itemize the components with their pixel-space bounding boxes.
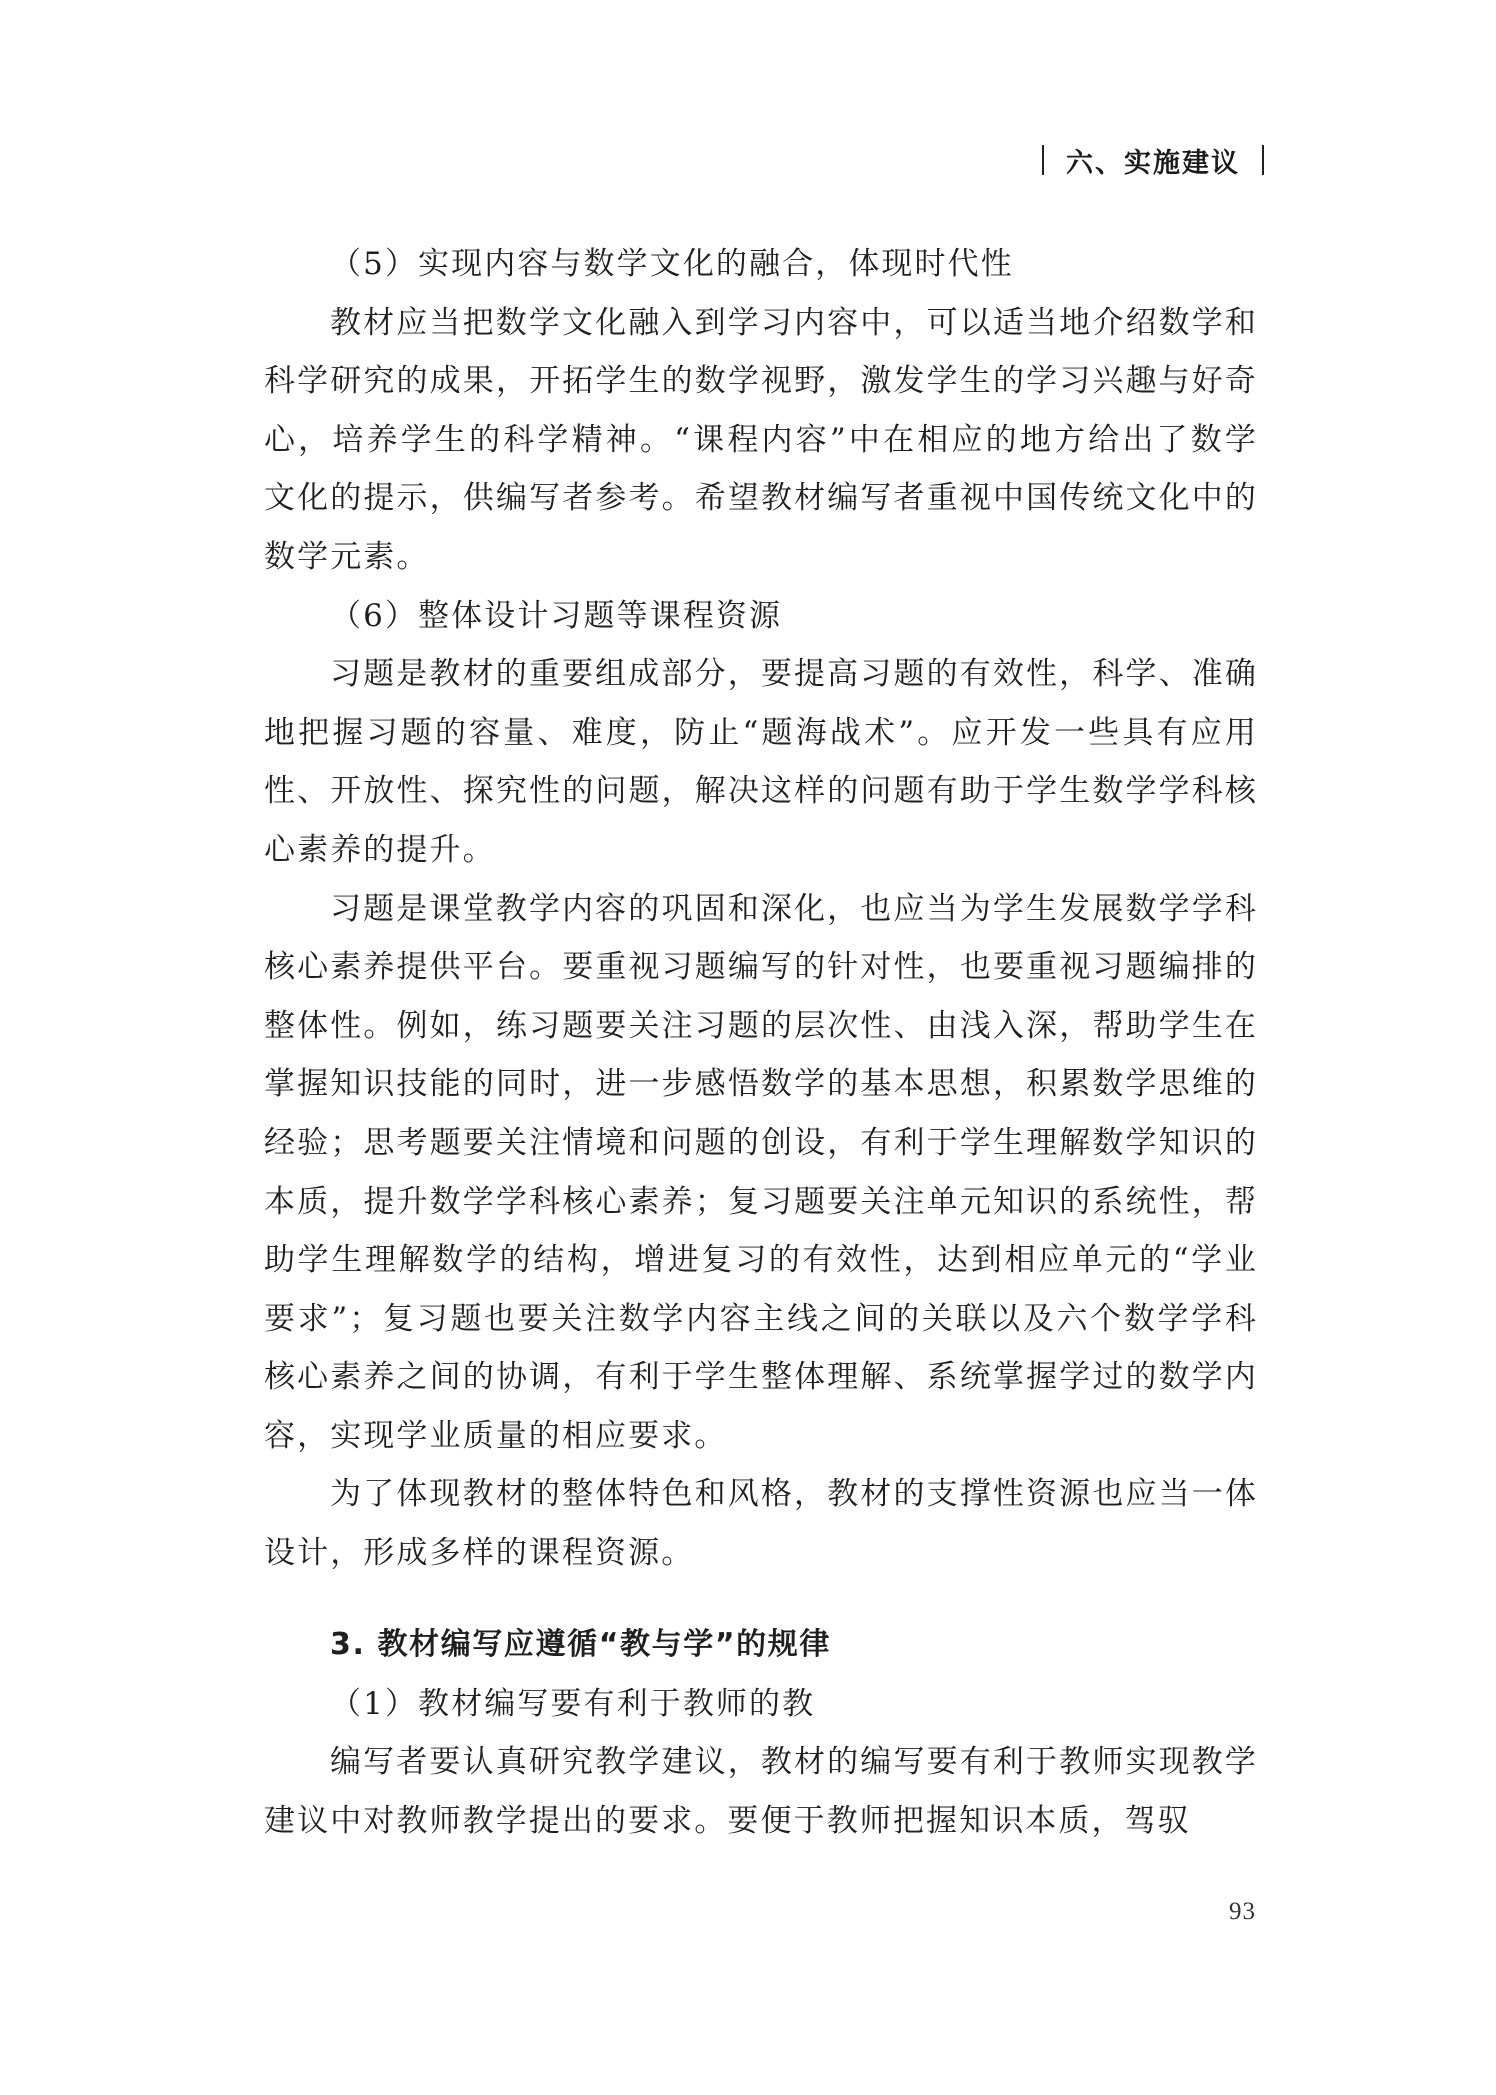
paragraph-exercises-design: 习题是课堂教学内容的巩固和深化，也应当为学生发展数学学科核心素养提供平台。要重视习题编写的针对性，也要重视习题编排的整体性。例如，练习题要关注习题的层次性、由浅入深，帮助学生在掌握知识技能的同时，进一步感悟数学的基本思想，积累数学思维的经验；思考题要关注情境和问题的创设，有利于学生理解数学知识的本质，提升数学学科核心素养；复习题要关注单元知识的系统性，帮助学生理解数学的结构，增进复习的有效性，达到相应单元的“学业要求”；复习题也要关注数学内容主线之间的关联以及六个数学学科核心素养之间的协调，有利于学生整体理解、系统掌握学过的数学内容，实现学业质量的相应要求。 bbox=[264, 890, 1258, 1454]
paragraph-exercises-importance: 习题是教材的重要组成部分，要提高习题的有效性，科学、准确地把握习题的容量、难度，防止“题海战术”。应开发一些具有应用性、开放性、探究性的问题，解决这样的问题有助于学生数学学科核心素养的提升。 bbox=[264, 656, 1258, 868]
page-number: 93 bbox=[1229, 1898, 1256, 1925]
running-header bbox=[1042, 140, 1264, 180]
subheading-5: （5）实现内容与数学文化的融合，体现时代性 bbox=[330, 246, 1014, 282]
section-heading-3: 3. 教材编写应遵循“教与学”的规律 bbox=[330, 1626, 831, 1662]
running-title: 六、实施建议 bbox=[1066, 147, 1240, 179]
paragraph-math-culture: 教材应当把数学文化融入到学习内容中，可以适当地介绍数学和科学研究的成果，开拓学生的数学视野，激发学生的学习兴趣与好奇心，培养学生的科学精神。“课程内容”中在相应的地方给出了数学文化的提示，供编写者参考。希望教材编写者重视中国传统文化中的数学元素。 bbox=[264, 304, 1258, 575]
paragraph-teacher-support: 编写者要认真研究教学建议，教材的编写要有利于教师实现教学建议中对教师教学提出的要求。要便于教师把握知识本质，驾驭 bbox=[264, 1744, 1258, 1839]
header-right-rule bbox=[1262, 145, 1264, 175]
paragraph-supporting-resources: 为了体现教材的整体特色和风格，教材的支撑性资源也应当一体设计，形成多样的课程资源。 bbox=[264, 1476, 1258, 1572]
subheading-6: （6）整体设计习题等课程资源 bbox=[330, 597, 783, 634]
subheading-1: （1）教材编写要有利于教师的教 bbox=[330, 1685, 816, 1722]
page-body bbox=[264, 235, 1258, 1850]
